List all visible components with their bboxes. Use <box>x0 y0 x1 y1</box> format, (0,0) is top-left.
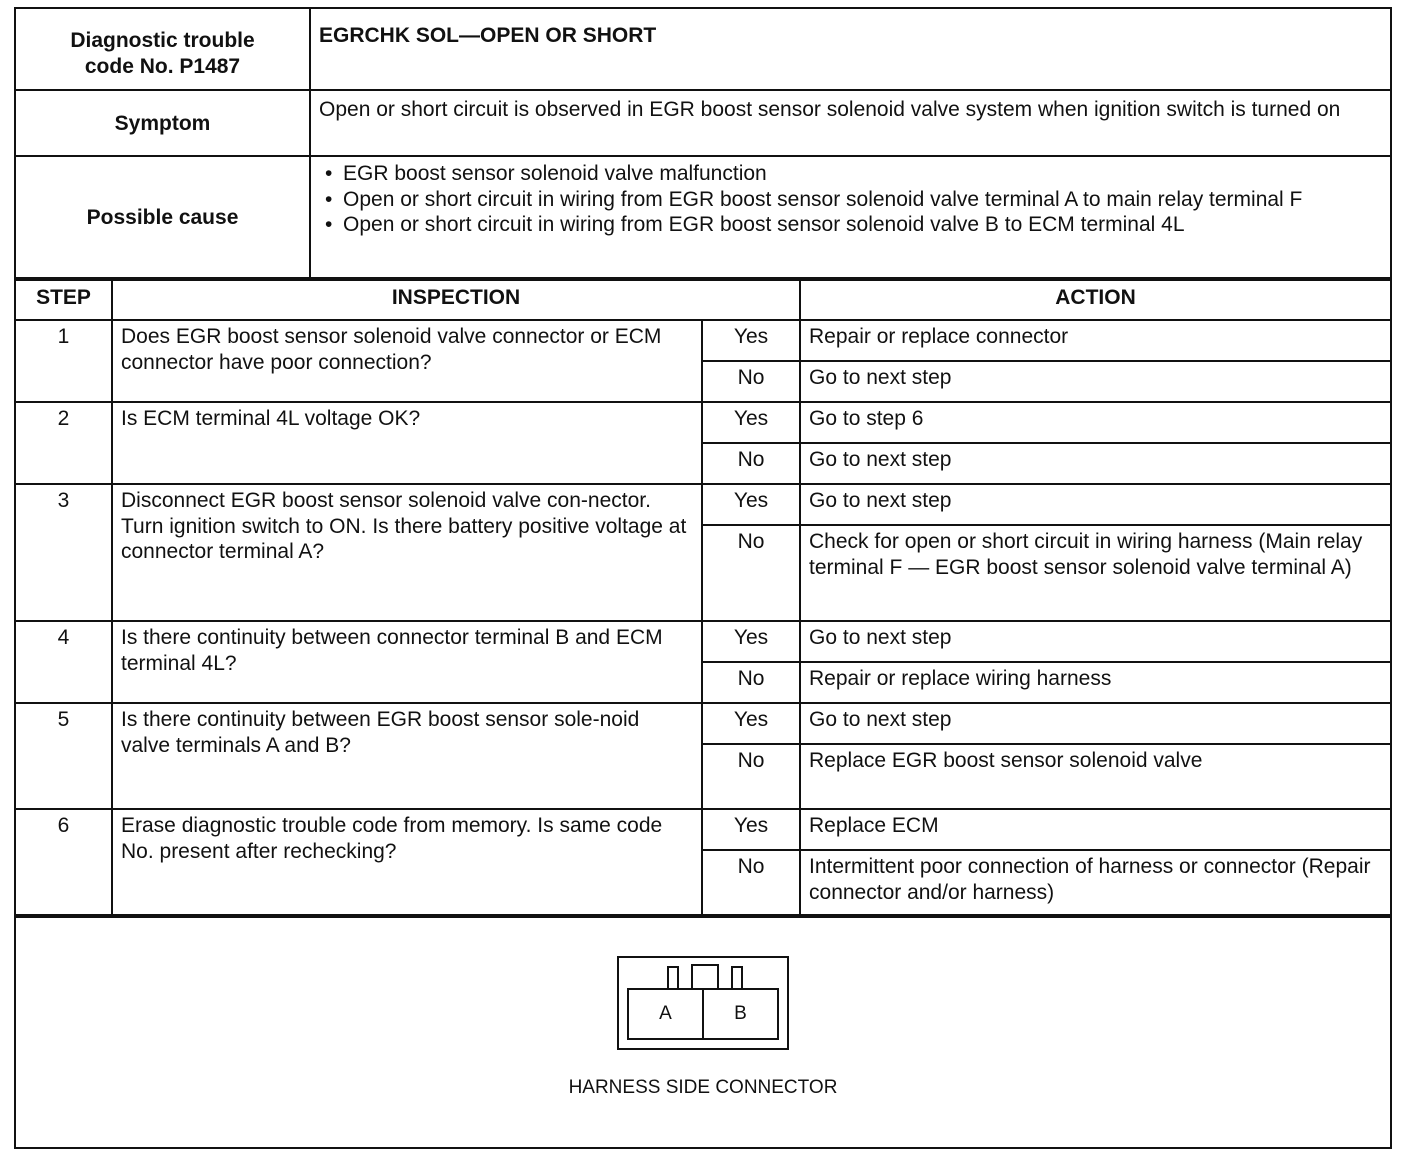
step-number: 3 <box>16 484 112 621</box>
yes-label: Yes <box>702 402 800 443</box>
no-label: No <box>702 744 800 809</box>
no-label: No <box>702 361 800 402</box>
harness-connector-icon <box>617 956 789 1050</box>
inspection-column-header: INSPECTION <box>112 280 800 320</box>
connector-pin-block <box>627 988 779 1040</box>
no-action: Go to next step <box>800 443 1390 484</box>
step-number: 2 <box>16 402 112 484</box>
yes-action: Go to next step <box>800 703 1390 744</box>
no-action: Repair or replace wiring harness <box>800 662 1390 703</box>
cause-item: • EGR boost sensor solenoid valve malfunction <box>319 161 1382 187</box>
diagnostic-sheet <box>14 7 1392 1149</box>
yes-label: Yes <box>702 809 800 850</box>
inspection-text: Does EGR boost sensor solenoid valve connector or ECM connector have poor connection? <box>112 320 702 402</box>
no-label: No <box>702 525 800 621</box>
inspection-text: Is ECM terminal 4L voltage OK? <box>112 402 702 484</box>
connector-diagram <box>16 916 1390 1150</box>
step-number: 5 <box>16 703 112 809</box>
inspection-text: Erase diagnostic trouble code from memory. Is same code No. present after rechecking? <box>112 809 702 915</box>
no-action: Replace EGR boost sensor solenoid valve <box>800 744 1390 809</box>
yes-action: Go to next step <box>800 621 1390 662</box>
step-column-header: STEP <box>16 280 112 320</box>
inspection-text: Is there continuity between connector terminal B and ECM terminal 4L? <box>112 621 702 703</box>
table-row <box>16 809 1390 850</box>
yes-label: Yes <box>702 703 800 744</box>
yes-label: Yes <box>702 621 800 662</box>
table-row <box>16 484 1390 525</box>
dtc-label: Diagnostic trouble code No. P1487 <box>16 9 310 90</box>
table-row <box>16 621 1390 662</box>
yes-action: Repair or replace connector <box>800 320 1390 361</box>
no-action: Go to next step <box>800 361 1390 402</box>
yes-label: Yes <box>702 484 800 525</box>
inspection-text: Disconnect EGR boost sensor solenoid valve con-nector. Turn ignition switch to ON. Is there battery positive voltage at connector terminal A? <box>112 484 702 621</box>
action-column-header: ACTION <box>800 280 1390 320</box>
connector-latch-right <box>731 966 743 988</box>
cause-item: • Open or short circuit in wiring from EGR boost sensor solenoid valve terminal A to main relay terminal F <box>319 187 1382 213</box>
symptom-text: Open or short circuit is observed in EGR boost sensor solenoid valve system when ignition switch is turned on <box>310 90 1390 156</box>
step-number: 1 <box>16 320 112 402</box>
no-label: No <box>702 443 800 484</box>
possible-cause-list <box>319 161 1382 238</box>
dtc-header-table <box>16 9 1390 279</box>
connector-caption: HARNESS SIDE CONNECTOR <box>568 1077 838 1098</box>
yes-label: Yes <box>702 320 800 361</box>
no-action: Check for open or short circuit in wiring harness (Main relay terminal F — EGR boost sensor solenoid valve terminal A) <box>800 525 1390 621</box>
dtc-title: EGRCHK SOL—OPEN OR SHORT <box>310 9 1390 90</box>
inspection-table <box>16 279 1390 916</box>
step-number: 4 <box>16 621 112 703</box>
no-label: No <box>702 662 800 703</box>
no-action: Intermittent poor connection of harness or connector (Repair connector and/or harness) <box>800 850 1390 915</box>
no-label: No <box>702 850 800 915</box>
possible-cause-label: Possible cause <box>16 156 310 278</box>
inspection-text: Is there continuity between EGR boost sensor sole-noid valve terminals A and B? <box>112 703 702 809</box>
possible-cause-cell <box>310 156 1390 278</box>
table-row <box>16 320 1390 361</box>
connector-latch-center <box>691 964 719 988</box>
terminal-a: A <box>659 1003 672 1025</box>
terminal-b: B <box>702 990 777 1038</box>
symptom-label: Symptom <box>16 90 310 156</box>
yes-action: Replace ECM <box>800 809 1390 850</box>
table-row <box>16 703 1390 744</box>
connector-latch-left <box>667 966 679 988</box>
step-number: 6 <box>16 809 112 915</box>
yes-action: Go to step 6 <box>800 402 1390 443</box>
yes-action: Go to next step <box>800 484 1390 525</box>
cause-item: • Open or short circuit in wiring from EGR boost sensor solenoid valve B to ECM terminal 4L <box>319 212 1382 238</box>
table-row <box>16 402 1390 443</box>
